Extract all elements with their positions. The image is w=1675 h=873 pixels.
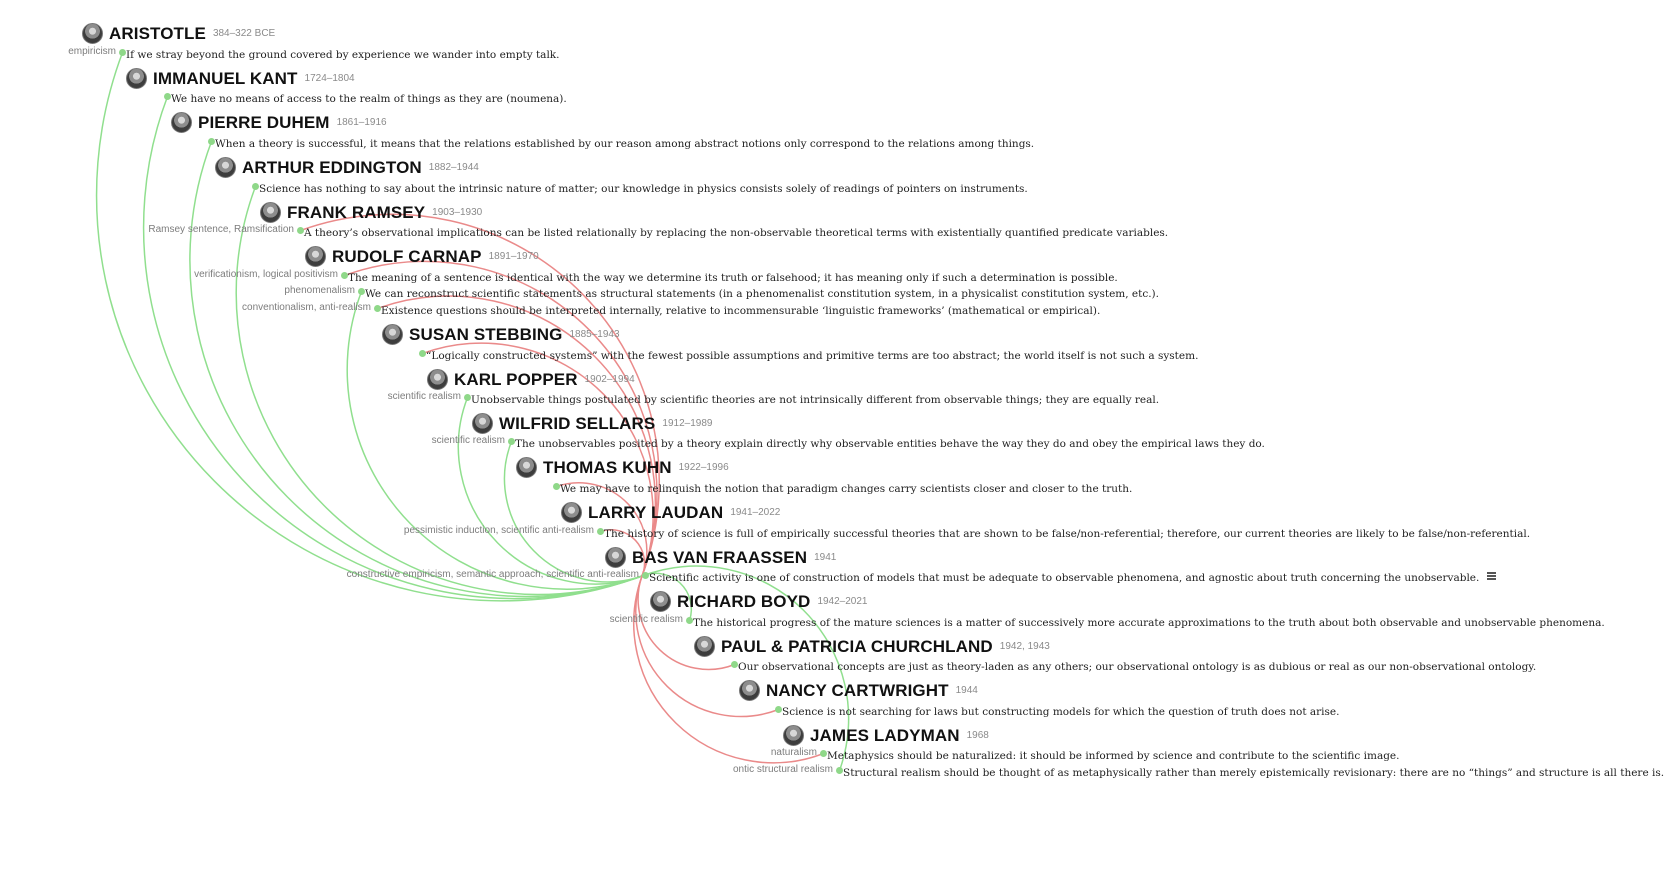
claim[interactable] (284, 284, 1159, 300)
claim[interactable] (426, 346, 1198, 361)
claim-text: The historical progress of the mature sciences is a matter of successively more accurate approximations to the truth about both observable and unobservable phenomena. (693, 617, 1605, 629)
philosopher-years: 1724–1804 (304, 73, 355, 84)
philosopher-name: SUSAN STEBBING (409, 324, 563, 344)
claim-dot (341, 272, 348, 279)
claim[interactable] (215, 134, 1034, 149)
claim-tag: scientific realism (609, 614, 683, 625)
claim-tag: constructive empiricism, semantic approach, scientific anti-realism (346, 569, 639, 580)
philosopher-years: 1941 (814, 552, 837, 563)
philosopher-name: JAMES LADYMAN (810, 725, 960, 745)
philosopher-aristotle[interactable] (82, 23, 275, 44)
philosopher-years: 1942, 1943 (999, 641, 1050, 652)
claim-tag: ontic structural realism (732, 764, 833, 775)
claim[interactable] (387, 390, 1160, 406)
claim[interactable] (770, 746, 1400, 762)
philosopher-name: ARTHUR EDDINGTON (242, 157, 422, 177)
philosopher-years: 1922–1996 (678, 462, 729, 473)
claim[interactable] (738, 657, 1536, 672)
claim[interactable] (403, 524, 1531, 540)
portrait-avatar (382, 324, 403, 345)
philosopher-years: 1882–1944 (428, 162, 479, 173)
claim-text: “Logically constructed systems” with the fewest possible assumptions and primitive terms are too abstract; the world itself is not such a system. (426, 350, 1199, 362)
claim[interactable] (194, 268, 1118, 284)
claim-tag: empiricism (68, 46, 116, 57)
philosopher-name: RUDOLF CARNAP (332, 246, 482, 266)
claim[interactable] (148, 223, 1169, 239)
philosopher-name: WILFRID SELLARS (499, 413, 656, 433)
philosopher-cartwright[interactable] (739, 680, 978, 701)
claim[interactable] (346, 568, 1496, 584)
claim-text: The unobservables posited by a theory explain directly why observable entities behave the way they do and obey the empirical laws they do. (515, 438, 1265, 450)
claim[interactable] (609, 613, 1605, 629)
claim-text: Unobservable things postulated by scientific theories are not intrinsically different from observable things; they are equally real. (471, 394, 1160, 406)
claim-text: Existence questions should be interpreted internally, relative to incommensurable ‘linguistic frameworks’ (mathematical or empirical). (381, 305, 1101, 317)
claim-text: We may have to relinquish the notion that paradigm changes carry scientists closer and closer to the truth. (560, 483, 1133, 495)
claim-text: Science is not searching for laws but constructing models for which the question of truth does not arise. (782, 706, 1340, 718)
claim[interactable] (560, 479, 1132, 494)
claim-text: We have no means of access to the realm of things as they are (noumena). (171, 93, 567, 105)
claim-dot (252, 183, 259, 190)
philosopher-years: 1942–2021 (817, 596, 868, 607)
philosopher-years: 1912–1989 (662, 418, 713, 429)
portrait-avatar (516, 457, 537, 478)
philosopher-years: 1944 (955, 685, 978, 696)
claim[interactable] (431, 434, 1265, 450)
philosopher-years: 1941–2022 (730, 507, 781, 518)
claim-text: When a theory is successful, it means that the relations established by our reason among abstract notions only correspond to the relations among things. (215, 138, 1035, 150)
claim-dot (464, 394, 471, 401)
claim-text: A theory’s observational implications can be listed relationally by replacing the non-observable theoretical terms with existentially quantified predicate variables. (304, 227, 1169, 239)
philosopher-years: 1903–1930 (432, 207, 483, 218)
claim-dot (836, 767, 843, 774)
philosopher-popper[interactable] (427, 369, 635, 390)
claim-dot (775, 706, 782, 713)
philosopher-years: 1968 (966, 730, 989, 741)
claim-text: Metaphysics should be naturalized: it should be informed by science and contribute to the scientific image. (827, 750, 1400, 762)
claim-dot (508, 438, 515, 445)
philosopher-name: FRANK RAMSEY (287, 202, 426, 222)
philosopher-eddington[interactable] (215, 157, 479, 178)
philosopher-name: RICHARD BOYD (677, 591, 811, 611)
portrait-avatar (694, 636, 715, 657)
claim-dot (164, 93, 171, 100)
philosopher-sellars[interactable] (472, 413, 712, 434)
claim-text: We can reconstruct scientific statements as structural statements (in a phenomenalist constitution system, in a physicalist constitution system, etc.). (365, 288, 1159, 300)
portrait-avatar (783, 725, 804, 746)
claim-tag: phenomenalism (284, 285, 355, 296)
philosopher-duhem[interactable] (171, 112, 387, 133)
portrait-avatar (472, 413, 493, 434)
claim-dot (597, 528, 604, 535)
claim[interactable] (242, 301, 1101, 317)
philosopher-name: PIERRE DUHEM (198, 112, 330, 132)
portrait-avatar (305, 246, 326, 267)
claim-tag: Ramsey sentence, Ramsification (148, 224, 294, 235)
philosopher-boyd[interactable] (650, 591, 868, 612)
book-icon[interactable] (1487, 572, 1496, 580)
claim-dot (731, 661, 738, 668)
portrait-avatar (215, 157, 236, 178)
claim-tag: naturalism (770, 747, 817, 758)
philosopher-name: NANCY CARTWRIGHT (766, 680, 949, 700)
philosopher-laudan[interactable] (561, 502, 780, 523)
claim[interactable] (68, 45, 560, 61)
portrait-avatar (605, 547, 626, 568)
philosopher-kant[interactable] (126, 68, 355, 89)
portrait-avatar (561, 502, 582, 523)
philosopher-years: 1885–1943 (569, 329, 620, 340)
philosopher-van-fraassen[interactable] (605, 547, 836, 568)
portrait-avatar (427, 369, 448, 390)
portrait-avatar (650, 591, 671, 612)
claim-dot (553, 483, 560, 490)
philosopher-name: BAS VAN FRAASSEN (632, 547, 808, 567)
claim-dot (374, 305, 381, 312)
claim-text: If we stray beyond the ground covered by experience we wander into empty talk. (126, 49, 560, 61)
philosopher-ladyman[interactable] (783, 725, 989, 746)
claim-tag: verificationism, logical positivism (194, 269, 338, 280)
portrait-avatar (739, 680, 760, 701)
claim-dot (119, 49, 126, 56)
claim-tag: scientific realism (431, 435, 505, 446)
claim-dot (820, 750, 827, 757)
philosopher-name: PAUL & PATRICIA CHURCHLAND (721, 636, 993, 656)
portrait-avatar (126, 68, 147, 89)
claim[interactable] (171, 89, 567, 104)
philosopher-years: 1861–1916 (336, 117, 387, 128)
claim-tag: pessimistic induction, scientific anti-realism (403, 525, 594, 536)
claim-dot (208, 138, 215, 145)
philosopher-ramsey[interactable] (260, 202, 482, 223)
philosopher-carnap[interactable] (305, 246, 539, 267)
philosopher-years: 384–322 BCE (212, 28, 276, 39)
philosopher-years: 1902–1994 (584, 374, 635, 385)
claim-text: The history of science is full of empirically successful theories that are shown to be false/non-referential; therefore, our current theories are likely to be false/non-referential. (604, 528, 1531, 540)
claim-tag: scientific realism (387, 391, 461, 402)
claim-dot (686, 617, 693, 624)
claim-tag: conventionalism, anti-realism (242, 302, 371, 313)
portrait-avatar (260, 202, 281, 223)
claim-dot (358, 288, 365, 295)
philosopher-stebbing[interactable] (382, 324, 620, 345)
philosopher-name: KARL POPPER (454, 369, 578, 389)
philosopher-name: LARRY LAUDAN (588, 502, 724, 522)
claim-text: The meaning of a sentence is identical with the way we determine its truth or falsehood; it has meaning only if such a determination is possible. (348, 272, 1118, 284)
portrait-avatar (171, 112, 192, 133)
philosopher-name: THOMAS KUHN (543, 457, 672, 477)
philosopher-kuhn[interactable] (516, 457, 729, 478)
philosopher-name: ARISTOTLE (109, 23, 206, 43)
claim-text: Our observational concepts are just as theory-laden as any others; our observational ontology is as dubious or real as our non-observational ontology. (738, 661, 1537, 673)
claim[interactable] (259, 179, 1028, 194)
portrait-avatar (82, 23, 103, 44)
claim-dot (297, 227, 304, 234)
philosopher-name: IMMANUEL KANT (153, 68, 298, 88)
claim[interactable] (782, 702, 1339, 717)
claim-text: Structural realism should be thought of as metaphysically rather than merely epistemically revisionary: there are no “things” and structure is all there is. (843, 767, 1665, 779)
claim-dot (419, 350, 426, 357)
claim-dot (642, 572, 649, 579)
philosopher-churchland[interactable] (694, 636, 1050, 657)
claim-text: Scientific activity is one of construction of models that must be adequate to observable phenomena, and agnostic about truth concerning the unobservable. (649, 572, 1480, 584)
claim[interactable] (732, 763, 1665, 779)
claim-text: Science has nothing to say about the intrinsic nature of matter; our knowledge in physics consists solely of readings of pointers on instruments. (259, 183, 1028, 195)
philosopher-years: 1891–1970 (488, 251, 539, 262)
